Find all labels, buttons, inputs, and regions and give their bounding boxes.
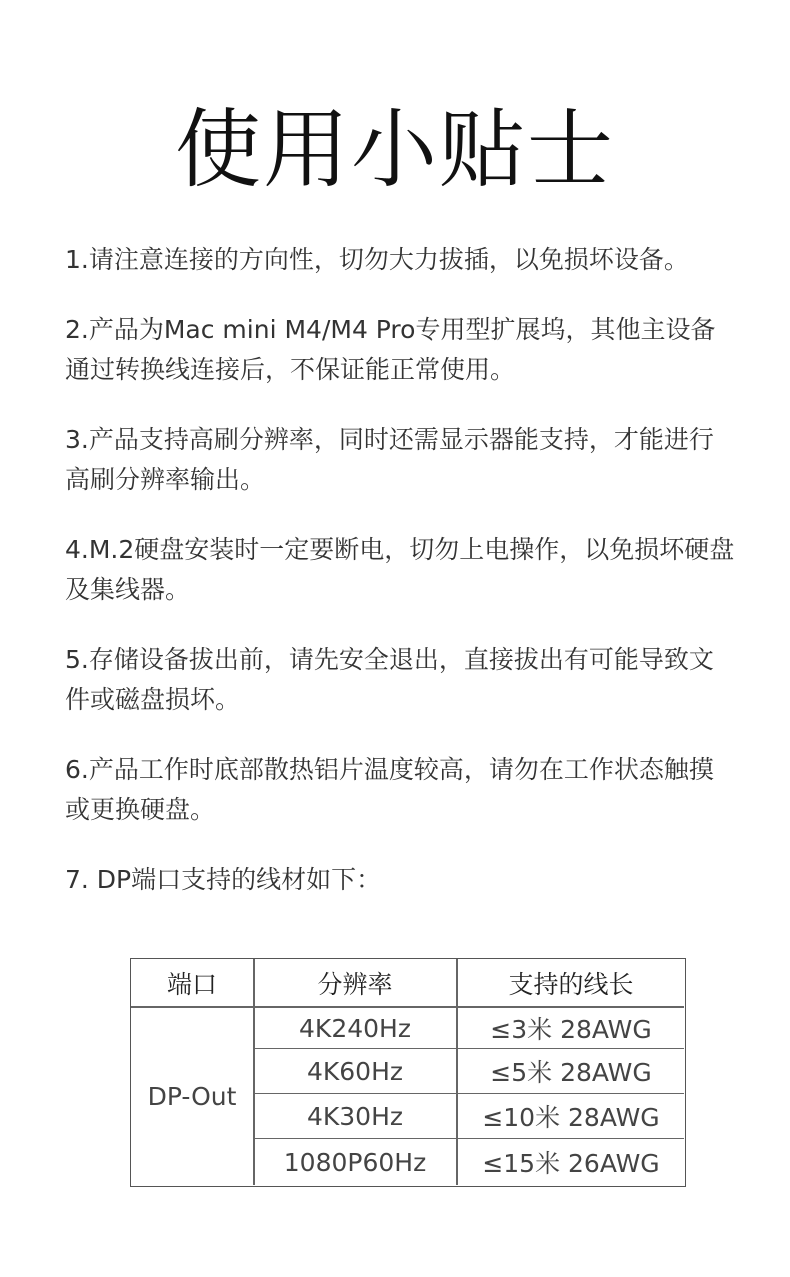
cable-length-cell: ≤5米 28AWG xyxy=(490,1058,652,1087)
tips-list xyxy=(65,240,735,930)
tip-7: 7. DP端口支持的线材如下： xyxy=(65,865,382,894)
tip-4: 4.M.2硬盘安装时一定要断电，切勿上电操作，以免损坏硬盘及集线器。 xyxy=(65,535,735,604)
resolution-cell: 1080P60Hz xyxy=(283,1147,427,1177)
port-cell: DP-Out xyxy=(147,1082,237,1111)
resolution-cell: 4K30Hz xyxy=(306,1101,404,1131)
header-resolution: 分辨率 xyxy=(317,969,393,999)
dp-cable-table xyxy=(130,958,686,1187)
cable-length-cell: ≤3米 28AWG xyxy=(490,1015,652,1044)
tip-6: 6.产品工作时底部散热铝片温度较高，请勿在工作状态触摸或更换硬盘。 xyxy=(65,755,714,824)
resolution-cell: 4K60Hz xyxy=(306,1056,404,1086)
tip-5: 5.存储设备拔出前，请先安全退出，直接拔出有可能导致文件或磁盘损坏。 xyxy=(65,645,714,714)
page-title: 使用小贴士 xyxy=(175,100,615,200)
tip-2: 2.产品为Mac mini M4/M4 Pro专用型扩展坞，其他主设备通过转换线连接后，不保证能正常使用。 xyxy=(65,315,716,384)
cable-length-cell: ≤15米 26AWG xyxy=(482,1149,660,1178)
header-port: 端口 xyxy=(166,969,217,999)
tip-1: 1.请注意连接的方向性，切勿大力拔插，以免损坏设备。 xyxy=(65,245,689,274)
resolution-cell: 4K240Hz xyxy=(299,1013,411,1043)
cable-length-cell: ≤10米 28AWG xyxy=(482,1103,660,1132)
tip-3: 3.产品支持高刷分辨率，同时还需显示器能支持，才能进行高刷分辨率输出。 xyxy=(65,425,714,494)
header-cable-length: 支持的线长 xyxy=(508,969,634,999)
